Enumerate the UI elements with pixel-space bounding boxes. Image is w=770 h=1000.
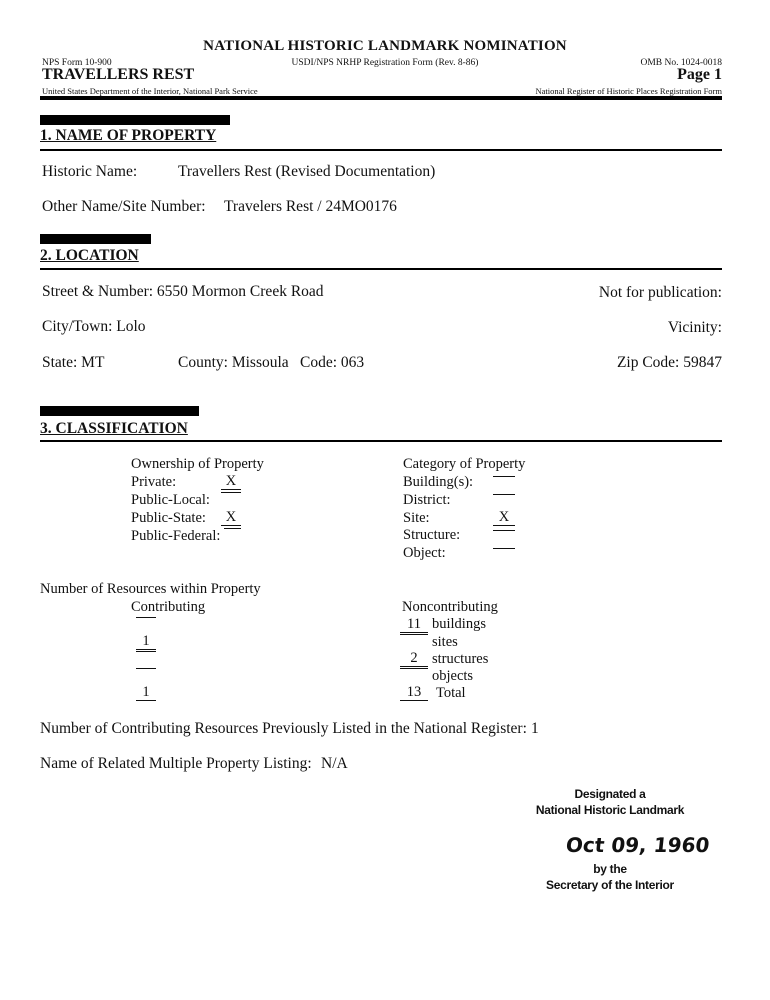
not-for-publication: Not for publication: bbox=[598, 284, 722, 301]
contributing-sites: 1 bbox=[136, 634, 156, 650]
section-bar bbox=[40, 115, 230, 125]
county-code: Code: 063 bbox=[300, 354, 365, 371]
stamp-by-the: by the bbox=[593, 862, 627, 876]
noncontributing-total-count: 13 bbox=[400, 685, 428, 701]
ownership-public-state-label: Public-State: bbox=[131, 510, 206, 526]
noncontributing-heading: Noncontributing bbox=[402, 599, 498, 615]
category-district-mark bbox=[493, 494, 515, 495]
category-structure-label: Structure: bbox=[403, 527, 461, 543]
county: County: Missoula bbox=[178, 354, 289, 371]
category-district-label: District: bbox=[403, 492, 451, 508]
department-label: United States Department of the Interior, National Park Service bbox=[42, 86, 258, 96]
ownership-private-label: Private: bbox=[131, 474, 177, 490]
page-number: Page 1 bbox=[677, 66, 722, 83]
property-name: TRAVELLERS REST bbox=[42, 66, 195, 83]
noncontributing-total-label: Total bbox=[436, 685, 466, 701]
zip-code: Zip Code: 59847 bbox=[616, 354, 722, 371]
previously-listed-label: Number of Contributing Resources Previously Listed in the National Register: bbox=[40, 720, 527, 737]
noncontributing-buildings-count: 11 bbox=[400, 617, 428, 633]
contributing-heading: Contributing bbox=[131, 599, 206, 615]
related-listing-value: N/A bbox=[321, 755, 348, 772]
stamp-designated: Designated a bbox=[574, 787, 646, 801]
ownership-public-state-mark: X bbox=[221, 510, 241, 526]
resources-heading: Number of Resources within Property bbox=[40, 581, 261, 597]
section-rule bbox=[40, 440, 722, 442]
ownership-heading: Ownership of Property bbox=[131, 456, 264, 472]
category-object-label: Object: bbox=[403, 545, 446, 561]
category-site-label: Site: bbox=[403, 510, 430, 526]
stamp-handwritten-date: Oct 09, 1960 bbox=[564, 833, 711, 857]
ownership-public-federal-label: Public-Federal: bbox=[131, 528, 221, 544]
ownership-public-federal-mark bbox=[224, 528, 241, 529]
historic-name-label: Historic Name: bbox=[42, 163, 138, 180]
other-name-value: Travelers Rest / 24MO0176 bbox=[224, 198, 397, 215]
section-heading-location: 2. LOCATION bbox=[40, 247, 139, 264]
noncontributing-structures-label: structures bbox=[432, 651, 489, 667]
ownership-private-mark: X bbox=[221, 474, 241, 490]
ownership-public-local-label: Public-Local: bbox=[131, 492, 210, 508]
category-site-mark: X bbox=[493, 510, 515, 526]
category-object-mark bbox=[493, 548, 515, 549]
contributing-total: 1 bbox=[136, 685, 156, 701]
state: State: MT bbox=[42, 354, 105, 371]
contributing-objects bbox=[136, 668, 156, 669]
city-town: City/Town: Lolo bbox=[42, 318, 146, 335]
section-bar bbox=[40, 406, 199, 416]
contributing-structures bbox=[136, 651, 156, 652]
other-name-label: Other Name/Site Number: bbox=[42, 198, 206, 215]
stamp-secretary: Secretary of the Interior bbox=[546, 878, 674, 892]
contributing-buildings bbox=[136, 617, 156, 618]
section-heading-name: 1. NAME OF PROPERTY bbox=[40, 127, 217, 144]
category-structure-mark bbox=[493, 530, 515, 531]
related-listing-label: Name of Related Multiple Property Listing: bbox=[40, 755, 312, 772]
noncontributing-objects-label: objects bbox=[432, 668, 474, 684]
category-heading: Category of Property bbox=[403, 456, 526, 472]
header-rule bbox=[40, 96, 722, 100]
register-label: National Register of Historic Places Registration Form bbox=[535, 86, 722, 96]
form-title: NATIONAL HISTORIC LANDMARK NOMINATION bbox=[203, 38, 567, 54]
registration-form-label: USDI/NPS NRHP Registration Form (Rev. 8-86) bbox=[291, 58, 479, 68]
noncontributing-buildings-label: buildings bbox=[432, 616, 486, 632]
noncontributing-structures-count: 2 bbox=[400, 651, 428, 667]
omb-number: OMB No. 1024-0018 bbox=[640, 58, 722, 68]
section-rule bbox=[40, 149, 722, 151]
historic-name-value: Travellers Rest (Revised Documentation) bbox=[178, 163, 436, 180]
previously-listed-value: 1 bbox=[531, 720, 539, 737]
noncontributing-sites-label: sites bbox=[432, 634, 458, 650]
ownership-public-local-mark bbox=[221, 492, 241, 493]
form-number: NPS Form 10-900 bbox=[42, 58, 112, 68]
category-buildings-label: Building(s): bbox=[403, 474, 474, 490]
section-rule bbox=[40, 268, 722, 270]
section-bar bbox=[40, 234, 151, 244]
street-number: Street & Number: 6550 Mormon Creek Road bbox=[42, 283, 324, 300]
noncontributing-objects-count bbox=[400, 668, 428, 669]
vicinity: Vicinity: bbox=[667, 319, 722, 336]
stamp-landmark: National Historic Landmark bbox=[535, 803, 685, 817]
noncontributing-sites-count bbox=[400, 634, 428, 635]
category-buildings-mark bbox=[493, 476, 515, 477]
section-heading-classification: 3. CLASSIFICATION bbox=[40, 420, 188, 437]
